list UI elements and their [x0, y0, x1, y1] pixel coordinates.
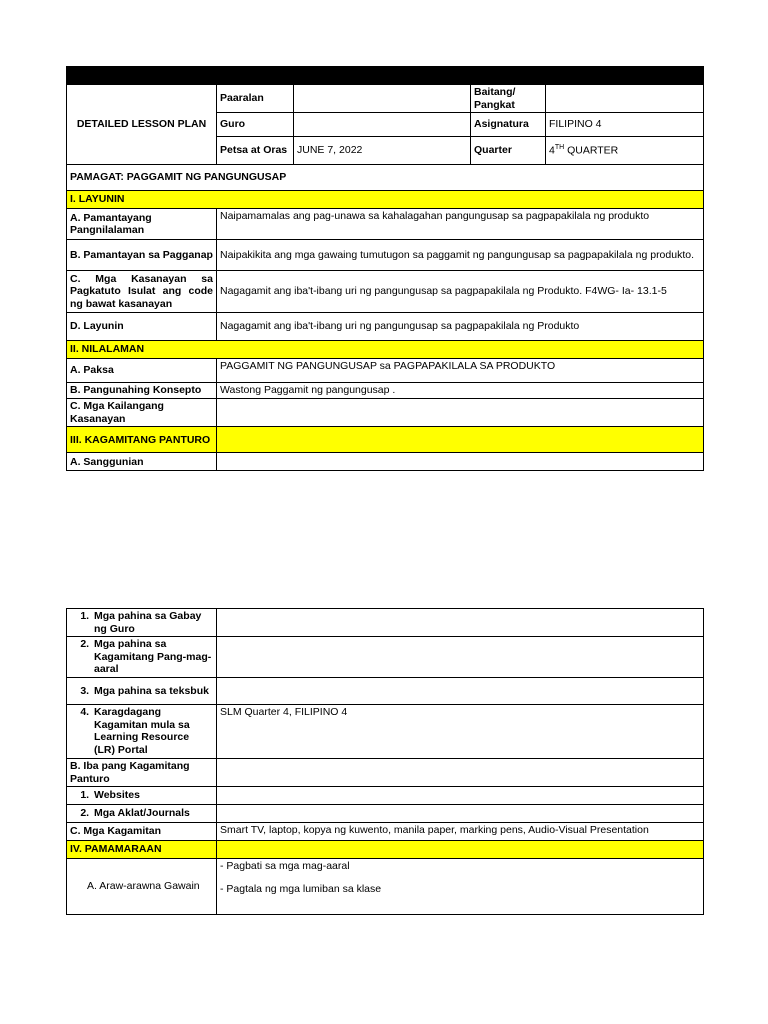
doc-title: DETAILED LESSON PLAN — [67, 85, 217, 165]
quarter-rest: QUARTER — [564, 144, 619, 157]
gawain-item-1: - Pagbati sa mga mag-aaral — [220, 860, 350, 873]
petsa-label: Petsa at Oras — [217, 137, 294, 165]
kagamitang-pang-label: 2. Mga pahina sa Kagamitang Pang-mag-aaral — [92, 638, 213, 676]
paaralan-label: Paaralan — [217, 85, 294, 113]
petsa-value: JUNE 7, 2022 — [294, 137, 471, 165]
iba-pang-label: B. Iba pang Kagamitang Panturo — [67, 758, 217, 786]
mga-kagamitan-label: C. Mga Kagamitan — [67, 823, 217, 841]
kailangang-kasanayan-label: C. Mga Kailangang Kasanayan — [67, 399, 217, 427]
kagamitang-pang-label-cell — [67, 637, 217, 678]
kailangang-kasanayan-value — [217, 399, 704, 427]
gabay-value — [217, 609, 704, 637]
layunin-heading: I. LAYUNIN — [67, 191, 704, 209]
kagamitan-heading: III. KAGAMITANG PANTURO — [67, 427, 217, 453]
sanggunian-value — [217, 453, 704, 471]
pamantayan-pagganap-value: Naipakikita ang mga gawaing tumutugon sa paggamit ng pangungusap sa pagpapakilala ng produkto. — [217, 240, 704, 271]
kasanayan-value: Nagagamit ang iba't-ibang uri ng pangungusap sa pagpapakilala ng Produkto. F4WG- Ia- 13.1-5 — [217, 271, 704, 313]
aklat-value — [217, 805, 704, 823]
nilalaman-heading: II. NILALAMAN — [67, 341, 704, 359]
kagamitan-heading-fill — [217, 427, 704, 453]
header-black-bar — [67, 67, 704, 85]
layunin-d-label: D. Layunin — [67, 313, 217, 341]
gawain-item-2: - Pagtala ng mga lumiban sa klase — [220, 882, 382, 895]
sanggunian-label: A. Sanggunian — [67, 453, 217, 471]
gawain-label: A. Araw-arawna Gawain — [67, 859, 217, 915]
konsepto-label: B. Pangunahing Konsepto — [67, 383, 217, 399]
guro-value — [294, 113, 471, 137]
pamantayang-pangnilalaman-label: A. Pamantayang Pangnilalaman — [67, 209, 217, 240]
pamantayang-pangnilalaman-value: Naipamamalas ang pag-unawa sa kahalagahan pangungusap sa pagpapakilala ng produkto — [217, 209, 704, 240]
pamamaraan-heading: IV. PAMAMARAAN — [67, 841, 217, 859]
asignatura-label: Asignatura — [471, 113, 546, 137]
pamantayan-pagganap-label: B. Pamantayan sa Pagganap — [67, 240, 217, 271]
pamamaraan-heading-fill — [217, 841, 704, 859]
lesson-plan-table-1 — [66, 66, 704, 471]
lr-portal-label-cell — [67, 704, 217, 758]
teksbuk-label-cell — [67, 677, 217, 704]
black-bar-cell — [67, 67, 704, 85]
quarter-num: 4 — [549, 144, 555, 157]
paksa-label: A. Paksa — [67, 359, 217, 383]
paksa-value: PAGGAMIT NG PANGUNGUSAP sa PAGPAPAKILALA SA PRODUKTO — [217, 359, 704, 383]
iba-pang-value — [217, 758, 704, 786]
lesson-plan-table-2 — [66, 608, 704, 915]
quarter-sup: TH — [554, 144, 565, 152]
gawain-value — [217, 859, 704, 915]
layunin-d-value: Nagagamit ang iba't-ibang uri ng pangungusap sa pagpapakilala ng Produkto — [217, 313, 704, 341]
websites-value — [217, 787, 704, 805]
baitang-value — [546, 85, 704, 113]
aklat-label-cell — [67, 805, 217, 823]
teksbuk-label: 3. Mga pahina sa teksbuk — [92, 685, 213, 698]
gabay-label: 1. Mga pahina sa Gabay ng Guro — [92, 610, 213, 635]
teksbuk-value — [217, 677, 704, 704]
lr-portal-label: 4. Karagdagang Kagamitan mula sa Learning Resource (LR) Portal — [92, 706, 213, 756]
kasanayan-label: C. Mga Kasanayan sa Pagkatuto Isulat ang code ng bawat kasanayan — [67, 271, 217, 313]
quarter-label: Quarter — [471, 137, 546, 165]
gabay-label-cell — [67, 609, 217, 637]
paaralan-value — [294, 85, 471, 113]
websites-label-cell — [67, 787, 217, 805]
quarter-value — [546, 137, 704, 165]
mga-kagamitan-value: Smart TV, laptop, kopya ng kuwento, manila paper, marking pens, Audio-Visual Presentation — [217, 823, 704, 841]
websites-label: 1. Websites — [92, 789, 213, 802]
pamagat-title: PAMAGAT: PAGGAMIT NG PANGUNGUSAP — [67, 165, 704, 191]
kagamitang-pang-value — [217, 637, 704, 678]
asignatura-value: FILIPINO 4 — [546, 113, 704, 137]
baitang-label: Baitang/ Pangkat — [471, 85, 546, 113]
guro-label: Guro — [217, 113, 294, 137]
aklat-label: 2. Mga Aklat/Journals — [92, 807, 213, 820]
konsepto-value: Wastong Paggamit ng pangungusap . — [217, 383, 704, 399]
gawain-gap — [220, 873, 700, 883]
lr-portal-value: SLM Quarter 4, FILIPINO 4 — [217, 704, 704, 758]
